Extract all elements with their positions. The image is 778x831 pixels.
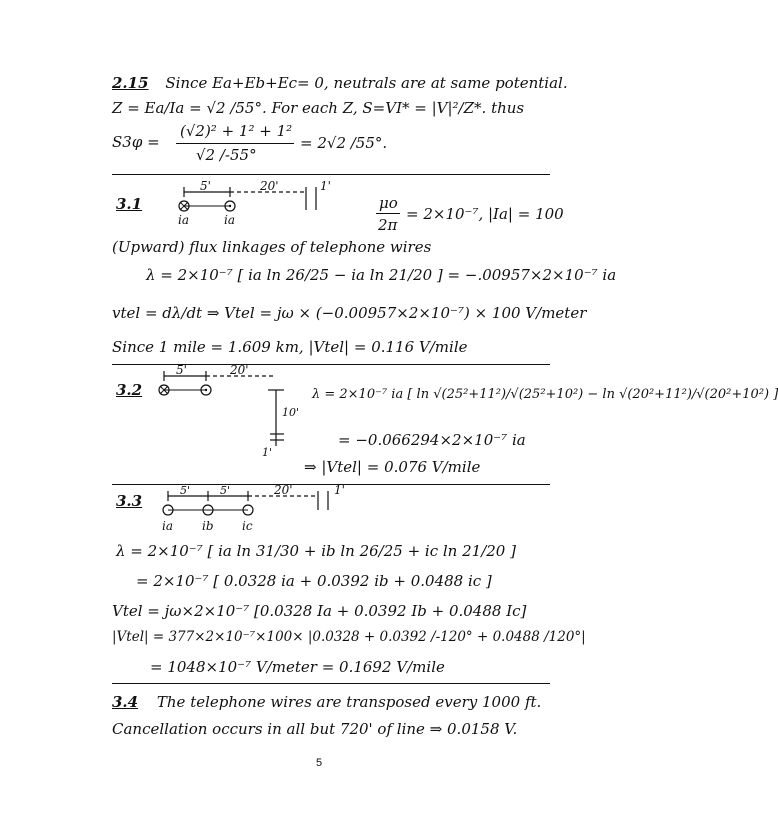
problem-3-4-line2: Cancellation occurs in all but 720' of line ⇒ 0.0158 V. [112, 720, 518, 738]
fraction-bar [176, 143, 294, 144]
dim-1: 1' [320, 179, 331, 193]
problem-3-1-line2: (Upward) flux linkages of telephone wires [112, 238, 432, 256]
dim-5b: 5' [220, 484, 231, 497]
divider [112, 484, 550, 485]
dim-5: 5' [200, 179, 211, 193]
dim-20: 20' [260, 179, 279, 193]
problem-3-1-vtel: vtel = dλ/dt ⇒ Vtel = jω × (−0.00957×2×10⁻⁷) × 100 V/meter [112, 304, 587, 322]
problem-3-3-line1: λ = 2×10⁻⁷ [ ia ln 31/30 + ib ln 26/25 + ic ln 21/20 ] [116, 542, 516, 560]
current-ia: ia [162, 519, 173, 533]
problem-2-15-text1: Since Ea+Eb+Ec= 0, neutrals are at same potential. [165, 74, 568, 92]
problem-2-15-result: = 2√2 /55°. [300, 134, 388, 152]
current-ic: ic [242, 519, 253, 533]
problem-3-2-lambda: λ = 2×10⁻⁷ ia [ ln √(25²+11²)/√(25²+10²) − ln √(20²+11²)/√(20²+10²) ] [312, 387, 778, 402]
problem-3-4-line1 [112, 695, 541, 710]
problem-3-3-line4: |Vtel| = 377×2×10⁻⁷×100× |0.0328 + 0.0392 /-120° + 0.0488 /120°| [112, 629, 586, 645]
problem-2-15-label: 2.15 [112, 74, 149, 92]
problem-3-3-line5: = 1048×10⁻⁷ V/meter = 0.1692 V/mile [150, 658, 445, 676]
problem-3-3-diagram [158, 483, 358, 534]
problem-3-1-lambda: λ = 2×10⁻⁷ [ ia ln 26/25 − ia ln 21/20 ] = −.00957×2×10⁻⁷ ia [146, 266, 617, 284]
two-pi: 2π [378, 216, 398, 234]
problem-3-1-mile: Since 1 mile = 1.609 km, |Vtel| = 0.116 V/mile [112, 338, 468, 356]
problem-2-15-denominator: √2 /-55° [196, 146, 257, 164]
problem-3-2-label [116, 383, 142, 398]
dim-5a: 5' [180, 484, 191, 497]
problem-2-15-s3phi: S3φ = [112, 133, 160, 151]
divider [112, 683, 550, 684]
dim-20: 20' [230, 363, 249, 377]
divider [112, 174, 550, 175]
problem-3-3-line3: Vtel = jω×2×10⁻⁷ [0.0328 Ia + 0.0392 Ib + 0.0488 Ic] [112, 602, 527, 620]
problem-3-4-label: 3.4 [112, 693, 139, 711]
problem-3-4-text1: The telephone wires are transposed every 1000 ft. [156, 693, 542, 711]
problem-3-3-label [116, 494, 142, 509]
current-ia-1: ia [178, 213, 189, 227]
problem-3-1-label [116, 197, 142, 212]
problem-3-1-label-text: 3.1 [116, 195, 143, 213]
problem-2-15-line2: Z = Ea/Ia = √2 /55°. For each Z, S=VI* = |V|²/Z*. thus [112, 99, 525, 117]
problem-3-2-line3: ⇒ |Vtel| = 0.076 V/mile [304, 458, 481, 476]
dim-1: 1' [334, 483, 345, 497]
problem-3-1-diagram [170, 179, 370, 227]
dim-10: 10' [282, 406, 300, 419]
dim-1: 1' [262, 446, 273, 459]
current-ib: ib [202, 519, 214, 533]
problem-3-3-label-text: 3.3 [116, 492, 143, 510]
problem-2-15-numerator: (√2)² + 1² + 1² [180, 122, 293, 140]
dim-5: 5' [176, 363, 187, 377]
problem-3-2-label-text: 3.2 [116, 381, 143, 399]
problem-2-15-line1 [112, 76, 568, 91]
problem-3-2-line2: = −0.066294×2×10⁻⁷ ia [338, 431, 526, 449]
problem-3-3-line2: = 2×10⁻⁷ [ 0.0328 ia + 0.0392 ib + 0.0488 ic ] [136, 572, 492, 590]
mu-value: = 2×10⁻⁷, |Ia| = 100 [406, 205, 564, 223]
mu-fraction-bar [376, 213, 400, 214]
problem-3-2-diagram [150, 363, 330, 460]
current-ia-2: ia [224, 213, 235, 227]
mu0: μo [379, 194, 398, 212]
dim-20: 20' [274, 483, 293, 497]
page-number: 5 [315, 757, 323, 769]
